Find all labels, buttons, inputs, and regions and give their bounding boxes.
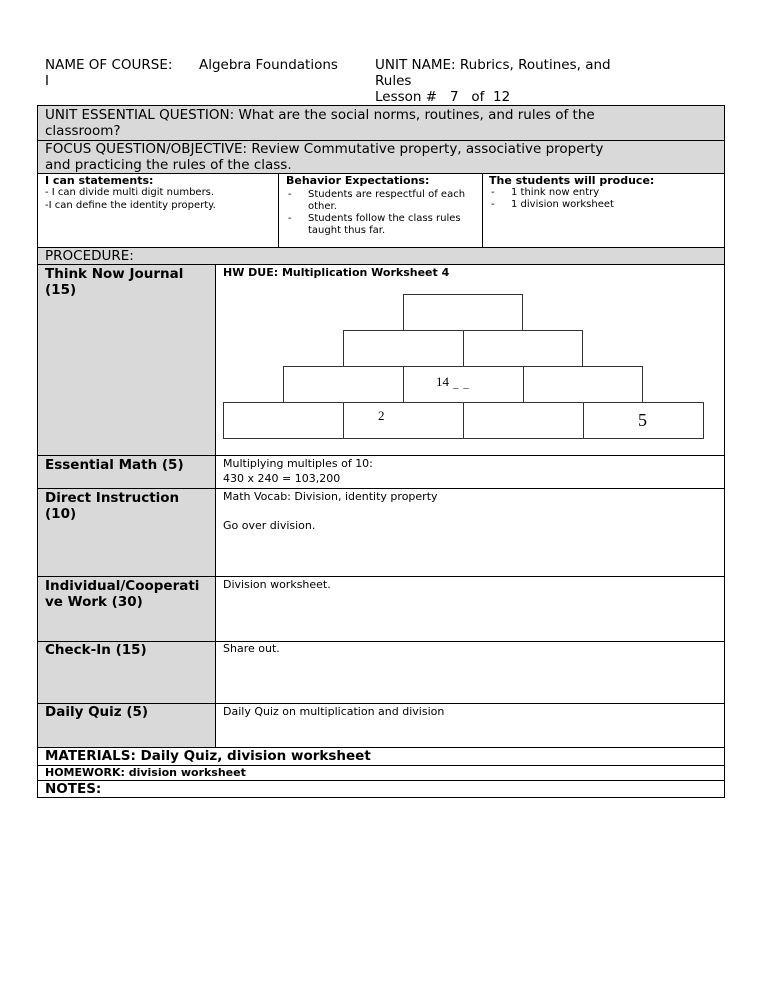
pyramid-box <box>523 366 643 403</box>
homework-row <box>37 765 725 781</box>
focus-question-row <box>37 140 725 174</box>
row-content-cont: 430 x 240 = 103,200 <box>223 472 341 485</box>
pyramid-value: 14 <box>436 374 449 389</box>
row-label-cont: ve Work (30) <box>45 594 143 610</box>
row-label-cont: (10) <box>45 506 77 522</box>
pyramid-blanks: _ _ <box>453 378 470 390</box>
i-can-item: -I can define the identity property. <box>45 200 216 211</box>
row-content: Math Vocab: Division, identity property <box>223 490 438 503</box>
row-label: Think Now Journal <box>45 266 184 282</box>
pyramid-value: 2 <box>378 408 385 423</box>
check-in-content-cell <box>215 641 725 704</box>
behavior-item: - Students are respectful of each other. <box>286 189 466 213</box>
row-label: Check-In (15) <box>45 642 147 658</box>
i-can-title: I can statements: <box>45 174 154 187</box>
materials-text: MATERIALS: Daily Quiz, division worksheet <box>45 748 371 764</box>
i-can-cell <box>37 173 279 248</box>
row-content-cont: Go over division. <box>223 519 316 532</box>
essential-question-row <box>37 105 725 141</box>
pyramid-box <box>343 330 464 367</box>
pyramid-box-2 <box>343 402 464 439</box>
hw-due-text: HW DUE: Multiplication Worksheet 4 <box>223 266 450 279</box>
unit-label: UNIT NAME: Rubrics, Routines, and <box>375 57 611 73</box>
row-content: Division worksheet. <box>223 578 331 591</box>
essential-question-line1: UNIT ESSENTIAL QUESTION: What are the social norms, routines, and rules of the <box>45 107 595 123</box>
behavior-list <box>286 189 466 237</box>
row-label-cont: (15) <box>45 282 77 298</box>
produce-title: The students will produce: <box>489 174 655 187</box>
notes-label: NOTES: <box>45 781 102 797</box>
produce-item: - 1 think now entry <box>489 187 709 199</box>
procedure-header <box>37 247 725 265</box>
pyramid-box <box>283 366 404 403</box>
daily-quiz-label-cell <box>37 703 216 748</box>
row-content: Multiplying multiples of 10: <box>223 457 373 470</box>
pyramid-box <box>403 294 523 331</box>
pyramid-box <box>223 402 344 439</box>
direct-instruction-content-cell <box>215 488 725 577</box>
produce-item: - 1 division worksheet <box>489 199 709 211</box>
row-content: Daily Quiz on multiplication and division <box>223 705 445 718</box>
pyramid-value: 5 <box>638 410 647 430</box>
behavior-item: - Students follow the class rules taught thus far. <box>286 213 466 237</box>
think-now-label-cell <box>37 264 216 456</box>
pyramid-box-5 <box>583 402 704 439</box>
check-in-label-cell <box>37 641 216 704</box>
behavior-cell <box>278 173 483 248</box>
direct-instruction-label-cell <box>37 488 216 577</box>
lesson-number: Lesson # 7 of 12 <box>375 89 511 105</box>
row-label: Daily Quiz (5) <box>45 704 149 720</box>
daily-quiz-content-cell <box>215 703 725 748</box>
individual-work-content-cell <box>215 576 725 642</box>
row-content: Share out. <box>223 642 280 655</box>
produce-list <box>489 187 709 211</box>
course-value-cont: I <box>45 73 49 89</box>
focus-question-line2: and practicing the rules of the class. <box>45 157 292 173</box>
materials-row <box>37 747 725 766</box>
row-label: Direct Instruction <box>45 490 180 506</box>
behavior-title: Behavior Expectations: <box>286 174 430 187</box>
row-label: Individual/Cooperati <box>45 578 200 594</box>
i-can-item: - I can divide multi digit numbers. <box>45 187 215 198</box>
individual-work-label-cell <box>37 576 216 642</box>
pyramid-box <box>463 330 583 367</box>
produce-cell <box>482 173 725 248</box>
course-label: NAME OF COURSE: <box>45 57 173 73</box>
essential-question-line2: classroom? <box>45 123 121 139</box>
procedure-label: PROCEDURE: <box>45 248 134 264</box>
pyramid-box-14 <box>403 366 524 403</box>
focus-question-line1: FOCUS QUESTION/OBJECTIVE: Review Commutative property, associative property <box>45 141 604 157</box>
notes-row <box>37 780 725 798</box>
row-label: Essential Math (5) <box>45 457 184 473</box>
homework-text: HOMEWORK: division worksheet <box>45 766 246 779</box>
essential-math-content-cell <box>215 455 725 489</box>
pyramid-box <box>463 402 584 439</box>
unit-value-cont: Rules <box>375 73 412 89</box>
essential-math-label-cell <box>37 455 216 489</box>
course-value: Algebra Foundations <box>199 57 338 73</box>
